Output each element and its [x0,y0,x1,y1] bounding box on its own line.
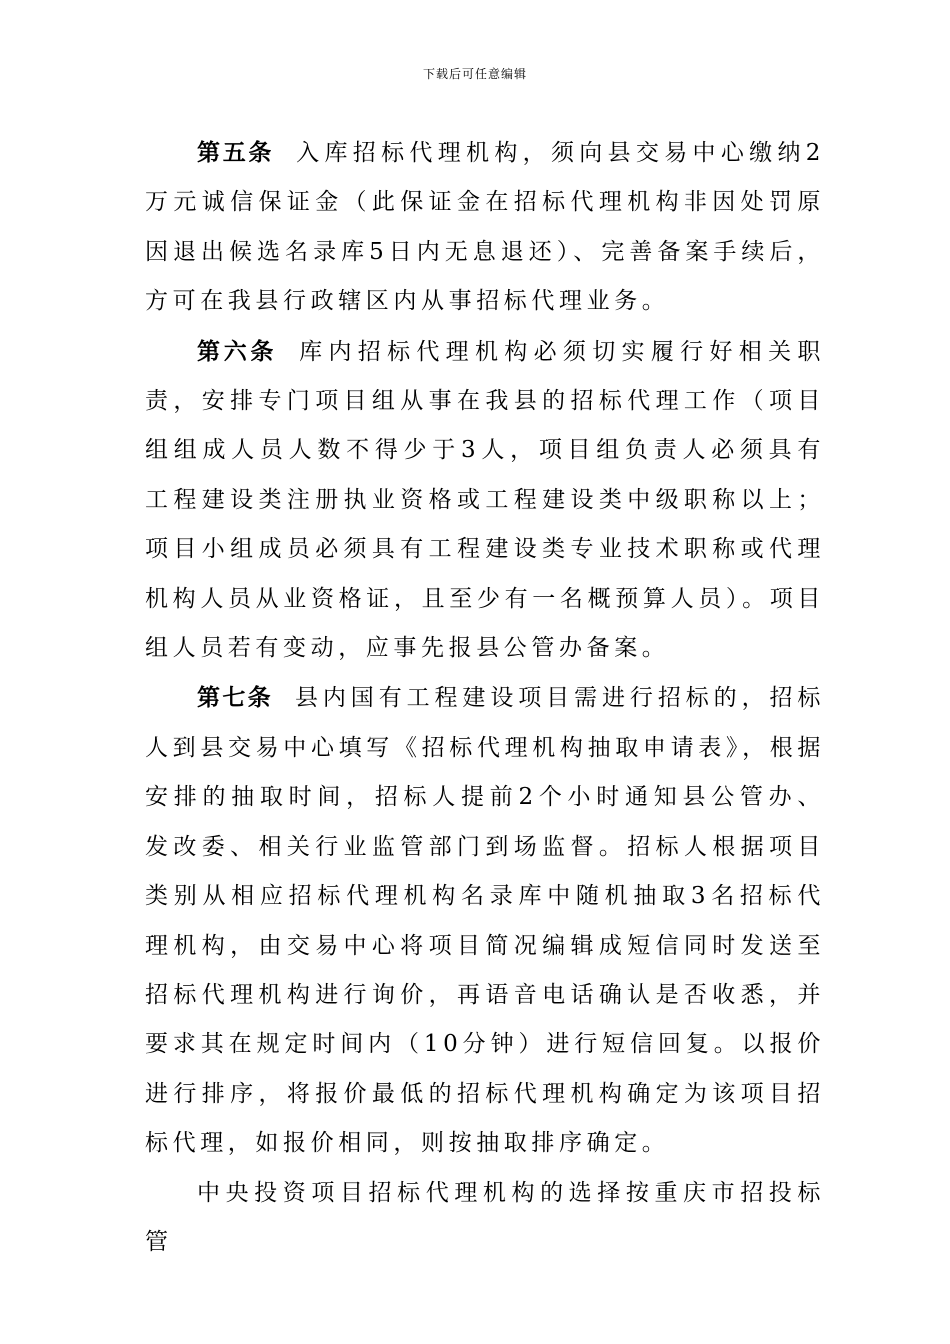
trailing-paragraph [145,1169,825,1268]
article-6 [145,327,825,674]
article-text: 库内招标代理机构必须切实履行好相关职责，安排专门项目组从事在我县的招标代理工作（项目组组成人员人数不得少于3人，项目组负责人必须具有工程建设类注册执业资格或工程建设类中级职称以上；项目小组成员必须具有工程建设类专业技术职称或代理机构人员从业资格证，且至少有一名概预算人员）。项目组人员若有变动，应事先报县公管办备案。 [145,338,825,662]
paragraph-text: 中央投资项目招标代理机构的选择按重庆市招投标管 [145,1179,825,1255]
document-body [145,128,825,1267]
article-number: 第七条 [197,684,273,712]
article-5 [145,128,825,327]
article-text: 入库招标代理机构，须向县交易中心缴纳2万元诚信保证金（此保证金在招标代理机构非因处罚原因退出候选名录库5日内无息退还）、完善备案手续后，方可在我县行政辖区内从事招标代理业务。 [145,140,825,315]
article-7 [145,673,825,1168]
page-header: 下载后可任意编辑 [422,67,527,81]
article-number: 第五条 [197,139,275,166]
article-text: 县内国有工程建设项目需进行招标的，招标人到县交易中心填写《招标代理机构抽取申请表》，根据安排的抽取时间，招标人提前2个小时通知县公管办、发改委、相关行业监管部门到场监督。招标人根据项目类别从相应招标代理机构名录库中随机抽取3名招标代理机构，由交易中心将项目简况编辑成短信同时发送至招标代理机构进行询价，再语音电话确认是否收悉，并要求其在规定时间内（10分钟）进行短信回复。以报价进行排序，将报价最低的招标代理机构确定为该项目招标代理，如报价相同，则按抽取排序确定。 [145,685,826,1157]
article-number: 第六条 [197,337,278,365]
